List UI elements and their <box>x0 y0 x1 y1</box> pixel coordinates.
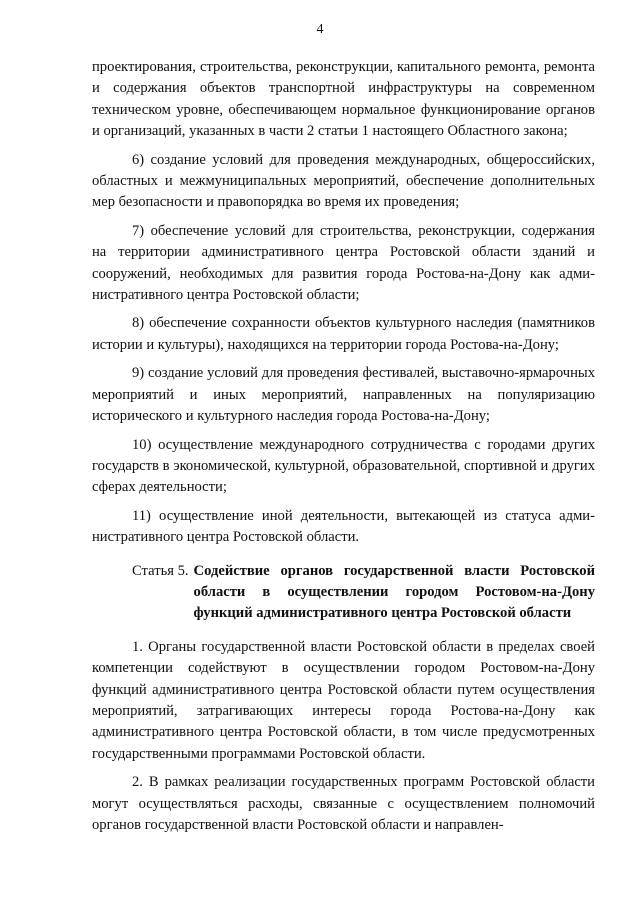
article-label: Статья 5. <box>132 562 189 579</box>
page-body <box>92 57 595 843</box>
article-part-2: 2. В рамках реализации государственных программ Ростовской области могут осуществляться расходы, связанные с осуществлением полномочий органов государственной власти Ростовской области и направлен- <box>92 774 595 833</box>
list-item-7: 7) обеспечение условий для строительства, реконструкции, содержания на территории административного центра Ростовской области зданий и сооружений, необходимых для развития города Ростова-на-Дону как административного центра Ростовской области; <box>92 222 595 304</box>
paragraph-continuation: проектирования, строительства, реконструкции, капитального ремонта, ремонта и содержания объектов транспортной инфраструктуры на современном техническом уровне, обеспечивающем нормальное функционирование органов и организаций, указанных в части 2 статьи 1 настоящего Областного закона; <box>92 59 595 140</box>
list-item-6: 6) создание условий для проведения международных, общероссийских, областных и межмуниципальных мероприятий, обеспечение дополнительных мер безопасности и правопорядка во время их проведения; <box>92 151 595 211</box>
list-item-8: 8) обеспечение сохранности объектов культурного наследия (памятников истории и культуры), находящихся на территории города Ростова-на-Дону; <box>92 315 595 353</box>
article-heading <box>92 561 595 625</box>
list-item-11: 11) осуществление иной деятельности, вытекающей из статуса административного центра Ростовской области. <box>92 507 595 546</box>
list-item-9: 9) создание условий для проведения фестивалей, выставочно-ярмарочных мероприятий и иных мероприятий, направленных на популяризацию исторического и культурного наследия города Ростова-на-Дону; <box>92 365 595 425</box>
page-number: 4 <box>316 22 324 37</box>
article-part-1: 1. Органы государственной власти Ростовской области в пределах своей компетенции содействуют в осуществлении городом Ростовом-на-Дону функций административного центра Ростовской области путем осуществления мероприятий, затрагивающих интересы города Ростова-на-Дону как административного центра Ростовской области, в том числе предусмотренных государственными программами Ростовской области. <box>92 638 595 762</box>
article-title: Содействие органов государственной власти Ростовской области в осуществлении городом Ростовом-на-Дону функций административного центра Ростовской области <box>193 562 595 622</box>
list-item-10: 10) осуществление международного сотрудничества с городами других государств в экономической, культурной, образовательной, спортивной и других сферах деятельности; <box>92 436 595 496</box>
